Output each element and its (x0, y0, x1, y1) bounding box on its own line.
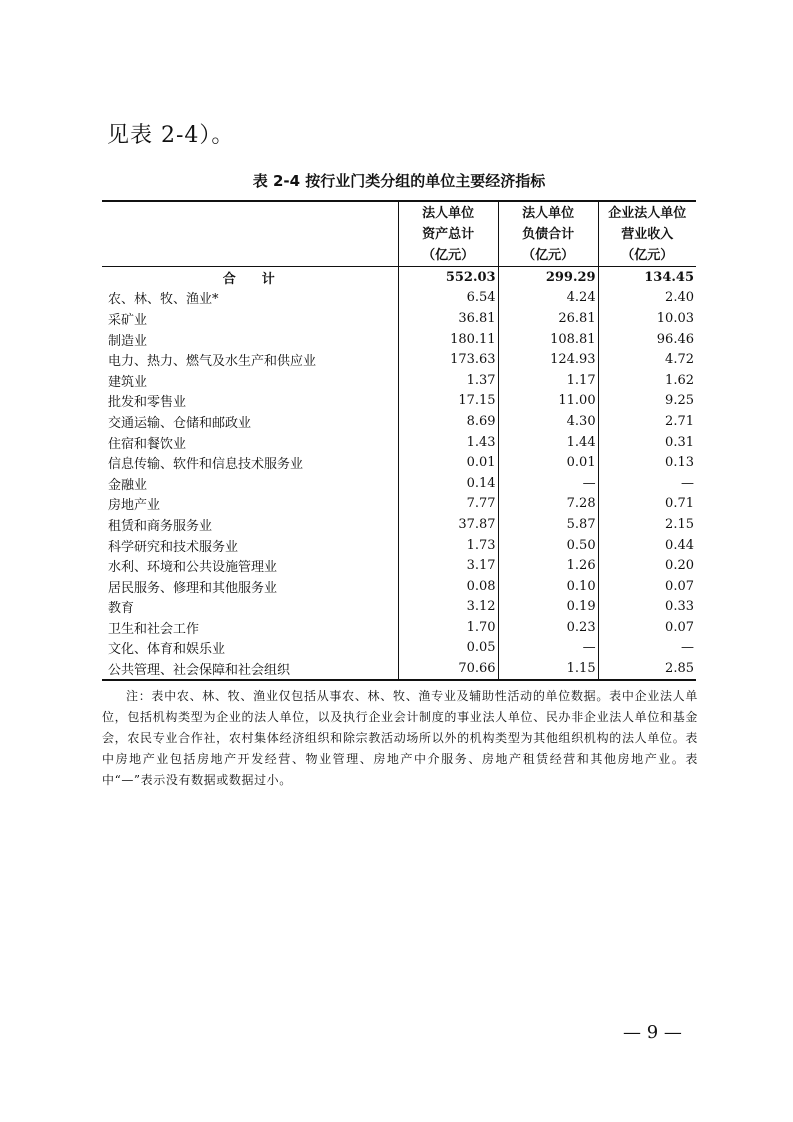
header-revenue-unit: （亿元） (621, 247, 674, 263)
liabilities-value: 11.00 (498, 391, 598, 412)
revenue-value: 2.71 (598, 411, 696, 432)
industry-name: 房地产业 (108, 498, 161, 514)
liabilities-value: 1.17 (498, 370, 598, 391)
table-row (102, 658, 696, 680)
industry-name: 教育 (108, 601, 135, 617)
header-blank-cell (102, 201, 398, 267)
total-liabilities: 299.29 (498, 267, 598, 288)
table-row (102, 555, 696, 576)
industry-name: 科学研究和技术服务业 (108, 539, 239, 555)
table-title: 表 2-4 按行业门类分组的单位主要经济指标 (252, 172, 546, 190)
header-liabilities (498, 201, 598, 267)
total-assets: 552.03 (398, 267, 498, 288)
industry-name: 信息传输、软件和信息技术服务业 (108, 457, 304, 473)
industry-name: 水利、环境和公共设施管理业 (108, 560, 278, 576)
liabilities-value: 4.24 (498, 288, 598, 309)
total-revenue: 134.45 (598, 267, 696, 288)
industry-name: 建筑业 (108, 374, 148, 390)
liabilities-value: 0.10 (498, 576, 598, 597)
table-row (102, 308, 696, 329)
industry-name: 交通运输、仓储和邮政业 (108, 415, 252, 431)
table-row (102, 349, 696, 370)
liabilities-value: 4.30 (498, 411, 598, 432)
liabilities-value: 0.23 (498, 617, 598, 638)
table-row (102, 597, 696, 618)
liabilities-value: 0.50 (498, 535, 598, 556)
table-row (102, 514, 696, 535)
assets-value: 0.08 (398, 576, 498, 597)
table-row (102, 288, 696, 309)
table-row (102, 494, 696, 515)
assets-value: 70.66 (398, 658, 498, 680)
revenue-value: 1.62 (598, 370, 696, 391)
table-row (102, 617, 696, 638)
header-liabilities-unit: （亿元） (522, 247, 575, 263)
assets-value: 8.69 (398, 411, 498, 432)
assets-value: 0.14 (398, 473, 498, 494)
industry-name: 卫生和社会工作 (108, 621, 200, 637)
assets-value: 173.63 (398, 349, 498, 370)
table-row (102, 411, 696, 432)
revenue-value: 2.40 (598, 288, 696, 309)
total-row (102, 267, 696, 288)
industry-name: 批发和零售业 (108, 395, 187, 411)
header-liabilities-line1: 法人单位 (522, 205, 575, 221)
revenue-value: 0.71 (598, 494, 696, 515)
assets-value: 7.77 (398, 494, 498, 515)
assets-value: 180.11 (398, 329, 498, 350)
liabilities-value: — (498, 638, 598, 659)
revenue-value: 0.31 (598, 432, 696, 453)
liabilities-value: 108.81 (498, 329, 598, 350)
assets-value: 17.15 (398, 391, 498, 412)
assets-value: 3.12 (398, 597, 498, 618)
assets-value: 0.01 (398, 452, 498, 473)
table-row (102, 329, 696, 350)
table-row (102, 535, 696, 556)
revenue-value: — (598, 473, 696, 494)
header-assets (398, 201, 498, 267)
industry-name: 农、林、牧、渔业* (108, 292, 219, 308)
industry-name: 采矿业 (108, 312, 148, 328)
page-number: — 9 — (623, 1022, 682, 1043)
table-row (102, 370, 696, 391)
revenue-value: 0.33 (598, 597, 696, 618)
liabilities-value: 1.15 (498, 658, 598, 680)
liabilities-value: 0.01 (498, 452, 598, 473)
header-assets-unit: （亿元） (422, 247, 475, 263)
revenue-value: 96.46 (598, 329, 696, 350)
table-row (102, 638, 696, 659)
intro-text: 见表 2-4）。 (107, 123, 235, 148)
revenue-value: — (598, 638, 696, 659)
table-row (102, 473, 696, 494)
liabilities-value: 5.87 (498, 514, 598, 535)
table-row (102, 432, 696, 453)
table-row (102, 391, 696, 412)
revenue-value: 2.15 (598, 514, 696, 535)
industry-name: 公共管理、社会保障和社会组织 (102, 658, 398, 680)
revenue-value: 0.13 (598, 452, 696, 473)
revenue-value: 10.03 (598, 308, 696, 329)
industry-name: 制造业 (108, 333, 148, 349)
header-revenue (598, 201, 696, 267)
industry-name: 文化、体育和娱乐业 (108, 642, 226, 658)
revenue-value: 0.07 (598, 617, 696, 638)
assets-value: 1.70 (398, 617, 498, 638)
industry-name: 住宿和餐饮业 (108, 436, 187, 452)
table-row (102, 452, 696, 473)
industry-name: 电力、热力、燃气及水生产和供应业 (108, 354, 317, 370)
assets-value: 37.87 (398, 514, 498, 535)
liabilities-value: 26.81 (498, 308, 598, 329)
assets-value: 1.73 (398, 535, 498, 556)
revenue-value: 0.07 (598, 576, 696, 597)
assets-value: 3.17 (398, 555, 498, 576)
revenue-value: 2.85 (598, 658, 696, 680)
assets-value: 0.05 (398, 638, 498, 659)
industry-name: 居民服务、修理和其他服务业 (108, 580, 278, 596)
revenue-value: 0.44 (598, 535, 696, 556)
assets-value: 1.37 (398, 370, 498, 391)
revenue-value: 0.20 (598, 555, 696, 576)
table-row (102, 576, 696, 597)
total-label: 合计 (222, 271, 301, 287)
revenue-value: 4.72 (598, 349, 696, 370)
liabilities-value: — (498, 473, 598, 494)
liabilities-value: 1.26 (498, 555, 598, 576)
industry-name: 金融业 (108, 477, 148, 493)
assets-value: 36.81 (398, 308, 498, 329)
assets-value: 1.43 (398, 432, 498, 453)
liabilities-value: 124.93 (498, 349, 598, 370)
liabilities-value: 7.28 (498, 494, 598, 515)
header-revenue-line2: 营业收入 (621, 226, 674, 242)
table-note: 注：表中农、林、牧、渔业仅包括从事农、林、牧、渔专业及辅助性活动的单位数据。表中企业法人单位，包括机构类型为企业的法人单位，以及执行企业会计制度的事业法人单位、民办非企业法人单位和基金会，农民专业合作社，农村集体经济组织和除宗教活动场所以外的机构类型为其他组织机构的法人单位。表中房地产业包括房地产开发经营、物业管理、房地产中介服务、房地产租赁经营和其他房地产业。表中“—”表示没有数据或数据过小。 (102, 689, 698, 787)
header-liabilities-line2: 负债合计 (522, 226, 575, 242)
table-header-row (102, 201, 696, 267)
assets-value: 6.54 (398, 288, 498, 309)
header-assets-line1: 法人单位 (422, 205, 475, 221)
liabilities-value: 0.19 (498, 597, 598, 618)
liabilities-value: 1.44 (498, 432, 598, 453)
header-assets-line2: 资产总计 (422, 226, 475, 242)
header-revenue-line1: 企业法人单位 (608, 205, 687, 221)
revenue-value: 9.25 (598, 391, 696, 412)
industry-name: 租赁和商务服务业 (108, 518, 213, 534)
industry-indicators-table (102, 200, 696, 681)
